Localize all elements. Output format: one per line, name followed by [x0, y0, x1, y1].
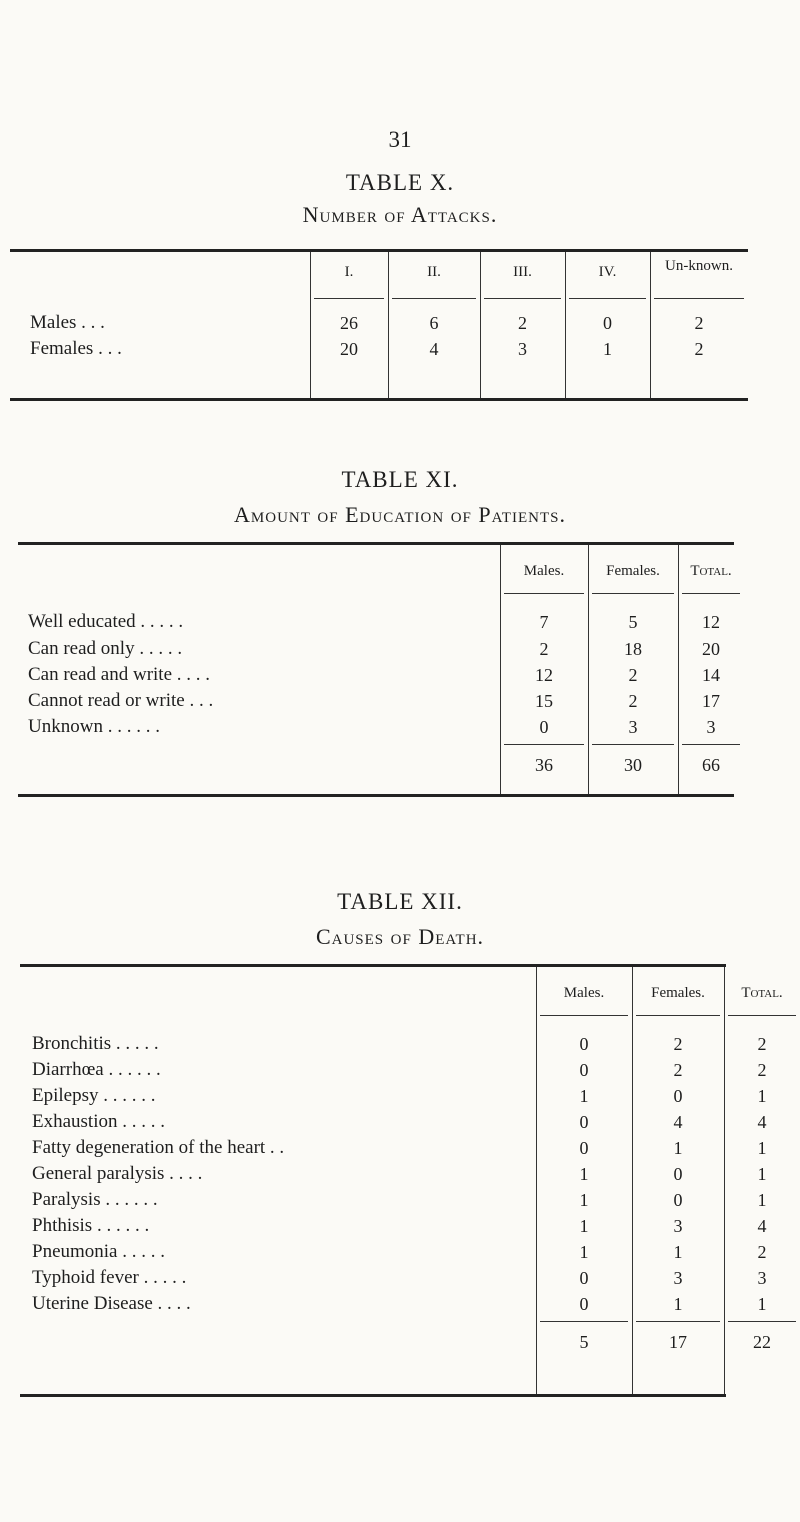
column-header: Un-known.	[665, 258, 733, 274]
table-12-title: TABLE XII.	[337, 889, 463, 914]
column-header: II.	[427, 264, 441, 280]
row-label: General paralysis . . . .	[32, 1163, 203, 1184]
table-cell: 3	[673, 1268, 683, 1288]
table-cell: 5	[628, 612, 638, 632]
table-cell: 7	[539, 612, 549, 632]
table-cell: 18	[624, 639, 642, 659]
table-cell: 4	[429, 339, 439, 359]
table-cell: 2	[757, 1242, 767, 1262]
table-cell: 6	[429, 313, 439, 333]
row-label: Females . . .	[30, 338, 122, 359]
header-rule	[682, 593, 740, 594]
sum-rule	[636, 1321, 720, 1322]
sum-rule	[504, 744, 584, 745]
table-cell: 3	[628, 717, 638, 737]
row-label: Exhaustion . . . . .	[32, 1111, 165, 1132]
table-cell: 0	[579, 1060, 589, 1080]
table-cell: 0	[539, 717, 549, 737]
table-cell: 1	[757, 1086, 767, 1106]
row-label: Phthisis . . . . . .	[32, 1215, 150, 1236]
table-cell: 14	[702, 665, 720, 685]
table-cell: 1	[579, 1242, 589, 1262]
header-rule	[636, 1015, 720, 1016]
table-10-subtitle: Number of Attacks.	[302, 202, 498, 227]
table-11-title: TABLE XI.	[341, 467, 459, 492]
table-cell: 26	[340, 313, 358, 333]
table-cell: 1	[579, 1216, 589, 1236]
header-rule	[504, 593, 584, 594]
table-cell: 3	[757, 1268, 767, 1288]
sum-rule	[682, 744, 740, 745]
row-label: Uterine Disease . . . .	[32, 1293, 191, 1314]
table-cell: 2	[539, 639, 549, 659]
table-cell: 2	[518, 313, 527, 333]
table-cell: 3	[518, 339, 527, 359]
table-cell: 2	[673, 1060, 683, 1080]
sum-rule	[540, 1321, 628, 1322]
table-cell: 2	[628, 691, 638, 711]
table-cell: 0	[579, 1138, 589, 1158]
table-cell: 0	[579, 1268, 589, 1288]
column-header: Females.	[606, 563, 660, 579]
row-label: Well educated . . . . .	[28, 611, 184, 632]
table-cell: 3	[673, 1216, 683, 1236]
table-10-title: TABLE X.	[345, 170, 455, 195]
header-rule	[540, 1015, 628, 1016]
table-cell: 1	[603, 339, 612, 359]
table-cell: 1	[579, 1086, 589, 1106]
table-cell: 0	[673, 1190, 683, 1210]
column-header: Total.	[741, 985, 783, 1001]
header-rule	[569, 298, 646, 299]
table-cell: 2	[673, 1034, 683, 1054]
row-label: Paralysis . . . . . .	[32, 1189, 158, 1210]
total-cell: 36	[535, 755, 553, 775]
column-header: Total.	[690, 563, 732, 579]
row-label: Typhoid fever . . . . .	[32, 1267, 187, 1288]
table-cell: 2	[757, 1034, 767, 1054]
total-cell: 22	[753, 1332, 771, 1352]
table-cell: 1	[757, 1294, 767, 1314]
table-cell: 15	[535, 691, 553, 711]
table-cell: 1	[579, 1190, 589, 1210]
row-label: Fatty degeneration of the heart . .	[32, 1137, 285, 1158]
header-rule	[392, 298, 476, 299]
column-header: IV.	[598, 264, 617, 280]
row-label: Can read only . . . . .	[28, 638, 183, 659]
row-label: Pneumonia . . . . .	[32, 1241, 165, 1262]
table-cell: 20	[340, 339, 358, 359]
total-cell: 5	[579, 1332, 589, 1352]
row-label: Males . . .	[30, 312, 105, 333]
table-cell: 1	[757, 1164, 767, 1184]
table-cell: 1	[673, 1242, 683, 1262]
table-cell: 0	[579, 1034, 589, 1054]
table-cell: 1	[757, 1190, 767, 1210]
table-cell: 3	[706, 717, 716, 737]
column-header: III.	[513, 264, 532, 280]
table-cell: 0	[603, 313, 612, 333]
table-cell: 4	[673, 1112, 683, 1132]
header-rule	[314, 298, 384, 299]
table-cell: 12	[702, 612, 720, 632]
table-cell: 2	[694, 313, 704, 333]
page-number: 31	[388, 127, 412, 152]
table-cell: 4	[757, 1216, 767, 1236]
table-cell: 2	[694, 339, 704, 359]
row-label: Unknown . . . . . .	[28, 716, 160, 737]
table-cell: 2	[757, 1060, 767, 1080]
row-label: Diarrhœa . . . . . .	[32, 1059, 161, 1080]
table-11	[18, 542, 734, 797]
row-label: Epilepsy . . . . . .	[32, 1085, 156, 1106]
header-rule	[592, 593, 674, 594]
column-header: I.	[344, 264, 354, 280]
column-header: Males.	[563, 985, 605, 1001]
table-cell: 0	[673, 1164, 683, 1184]
total-cell: 30	[624, 755, 642, 775]
table-cell: 20	[702, 639, 720, 659]
total-cell: 66	[702, 755, 720, 775]
table-cell: 1	[757, 1138, 767, 1158]
table-cell: 0	[673, 1086, 683, 1106]
table-12	[20, 964, 783, 1397]
table-cell: 17	[702, 691, 720, 711]
total-cell: 17	[669, 1332, 687, 1352]
table-cell: 1	[673, 1138, 683, 1158]
column-header: Males.	[523, 563, 565, 579]
table-cell: 1	[579, 1164, 589, 1184]
header-rule	[484, 298, 561, 299]
column-header: Females.	[651, 985, 705, 1001]
table-10	[10, 249, 748, 401]
table-12-subtitle: Causes of Death.	[315, 924, 485, 949]
sum-rule	[728, 1321, 796, 1322]
table-cell: 1	[673, 1294, 683, 1314]
sum-rule	[592, 744, 674, 745]
header-rule	[728, 1015, 796, 1016]
table-cell: 4	[757, 1112, 767, 1132]
table-cell: 0	[579, 1112, 589, 1132]
header-rule	[654, 298, 744, 299]
row-label: Cannot read or write . . .	[28, 690, 214, 711]
table-cell: 12	[535, 665, 553, 685]
table-cell: 2	[628, 665, 638, 685]
table-cell: 0	[579, 1294, 589, 1314]
table-11-subtitle: Amount of Education of Patients.	[234, 502, 566, 527]
row-label: Bronchitis . . . . .	[32, 1033, 159, 1054]
row-label: Can read and write . . . .	[28, 664, 211, 685]
